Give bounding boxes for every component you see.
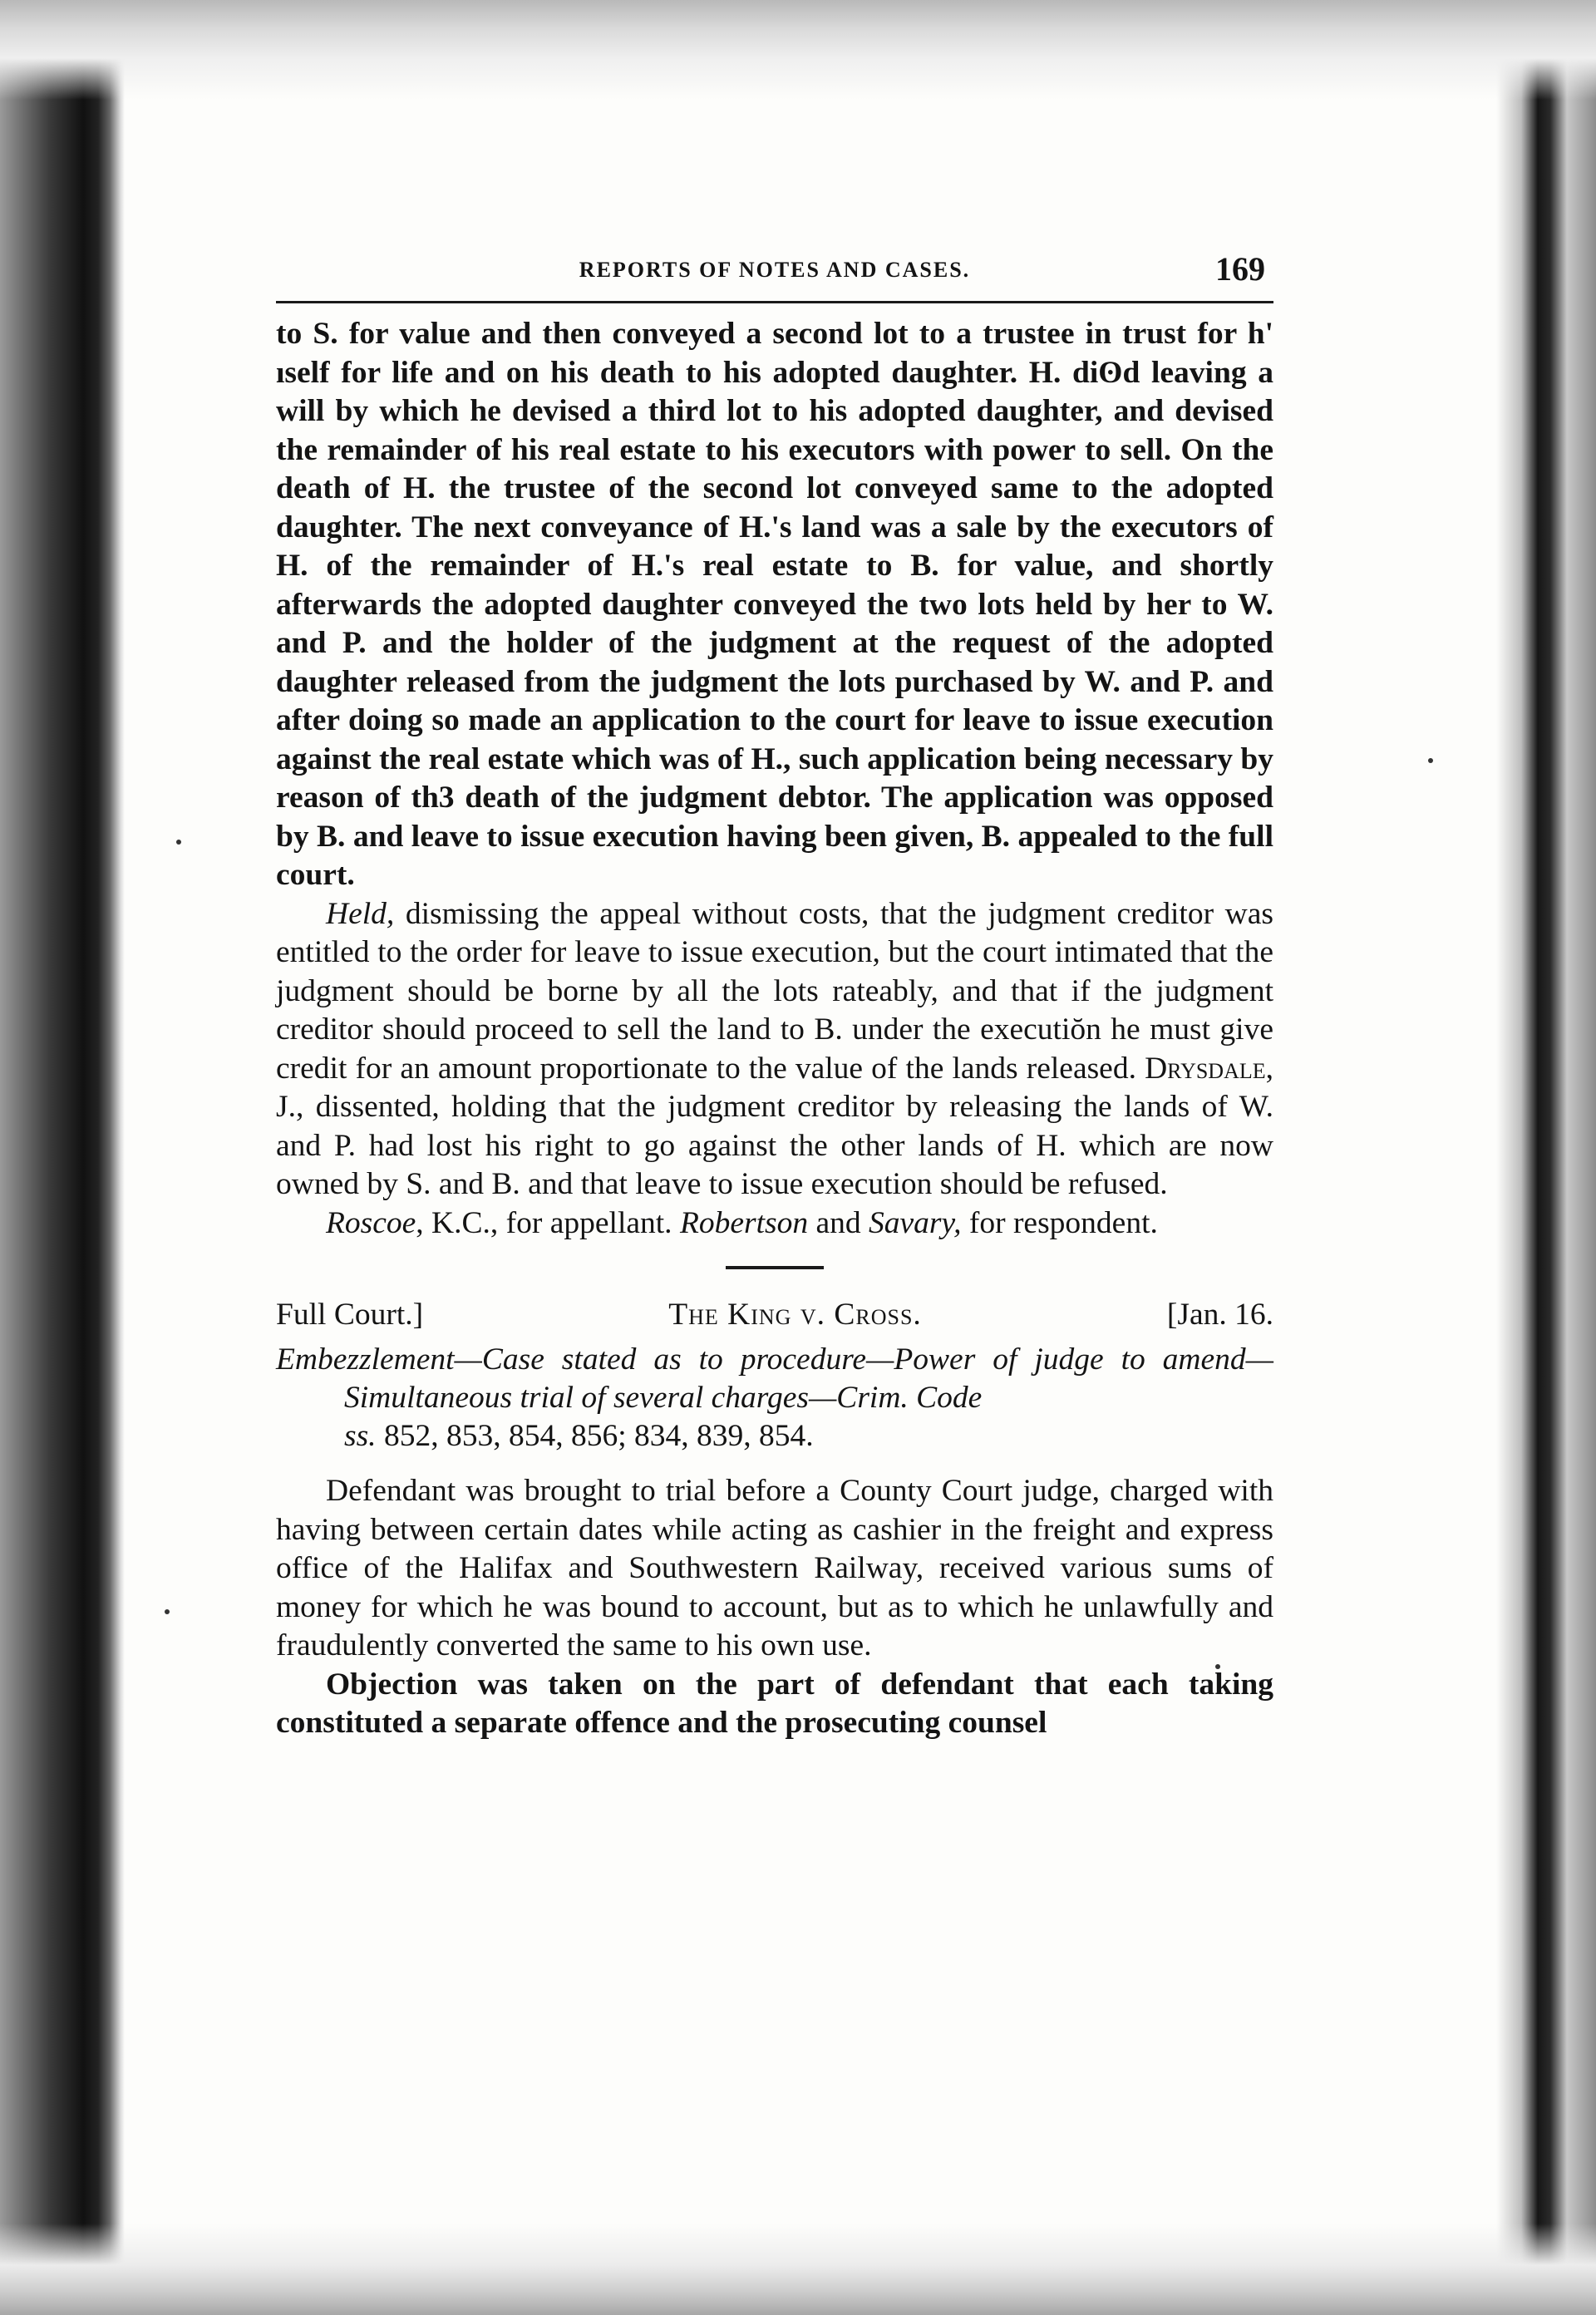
held-text-1: dismissing the appeal without costs, that the judgment creditor was entitled to the order for leave to issue execution, but the court intimated that the judgment should be borne by all the lots rateably, and that if the judgment creditor should proceed to sell the land to B. under the executiŏn he must give credit for an amount proportionate to the value of the lands released.: [276, 896, 1273, 1086]
case-headnote: [276, 1341, 1273, 1455]
paragraph-counsel: [276, 1204, 1273, 1244]
running-title: REPORTS OF NOTES AND CASES.: [579, 258, 971, 282]
sections-prefix: ss.: [344, 1419, 377, 1453]
section-divider: [726, 1266, 824, 1269]
court-label: Full Court.]: [276, 1298, 424, 1332]
code-sections: 852, 853, 854, 856; 834, 839, 854.: [376, 1419, 814, 1453]
paragraph-defendant: Defendant was brought to trial before a County Court judge, charged with having between certain dates while acting as cashier in the freight and express office of the Halifax and Southwestern Railway, received various sums of money for which he was bound to account, but as to which he unlawfully and fraudulently converted the same to his own use.: [276, 1474, 1273, 1662]
case-caption: [276, 1294, 1273, 1336]
scan-speck: [1428, 758, 1433, 763]
scan-speck: [176, 840, 181, 845]
scan-edge-bottom: [0, 2224, 1596, 2315]
case-date: [Jan. 16.: [1166, 1298, 1273, 1332]
paragraph-held: [276, 895, 1273, 1204]
scan-speck: [165, 1609, 170, 1614]
running-head: [276, 249, 1273, 303]
case-body-text: [276, 1472, 1273, 1743]
judge-name: Drysdale, J.: [276, 1051, 1273, 1124]
headnote-text: Embezzlement—Case stated as to procedure—Power of judge to amend—Simultaneous trial of several charges—Crim. Code: [276, 1342, 1273, 1415]
scan-edge-right: [1496, 0, 1596, 2315]
scan-edge-top: [0, 0, 1596, 100]
held-label: Held,: [326, 896, 395, 931]
counsel-respondent-1: Robertson: [679, 1205, 809, 1240]
counsel-appellant-role: , K.C., for appellant.: [416, 1205, 680, 1240]
body-text: [276, 315, 1273, 1243]
counsel-and: and: [808, 1205, 869, 1240]
document-page: [276, 249, 1273, 1743]
case-name: The King v. Cross.: [668, 1298, 922, 1332]
counsel-respondent-role: for respondent.: [961, 1205, 1158, 1240]
counsel-appellant: Roscoe: [326, 1205, 416, 1240]
scan-edge-left: [0, 0, 125, 2315]
page-number: 169: [1215, 250, 1265, 288]
counsel-respondent-2: Savary,: [869, 1205, 962, 1240]
paragraph-continuation: to S. for value and then conveyed a second lot to a trustee in trust for h' ıself for life and on his death to his adopted daughter. H. diʘd leaving a will by which he devised a third lot to his adopted daughter, and devised the remainder of his real estate to his executors with power to sell. On the death of H. the trustee of the second lot conveyed same to the adopted daughter. The next conveyance of H.'s land was a sale by the executors of H. of the remainder of H.'s real estate to B. for value, and shortly afterwards the adopted daughter conveyed the two lots held by her to W. and P. and the holder of the judgment at the request of the adopted daughter released from the judgment the lots purchased by W. and P. and after doing so made an application to the court for leave to issue execution against the real estate which was of H., such application being necessary by reason of th3 death of the judgment debtor. The application was opposed by B. and leave to issue execution having been given, B. appealed to the full court.: [276, 317, 1273, 892]
held-text-2: , dissented, holding that the judgment creditor by releasing the lands of W. and P. had lost his right to go against the other lands of H. which are now owned by S. and B. and that leave to issue execution should be refused.: [276, 1090, 1273, 1201]
paragraph-objection: Objection was taken on the part of defendant that each taking constituted a separate offence and the prosecuting counsel: [276, 1667, 1273, 1740]
